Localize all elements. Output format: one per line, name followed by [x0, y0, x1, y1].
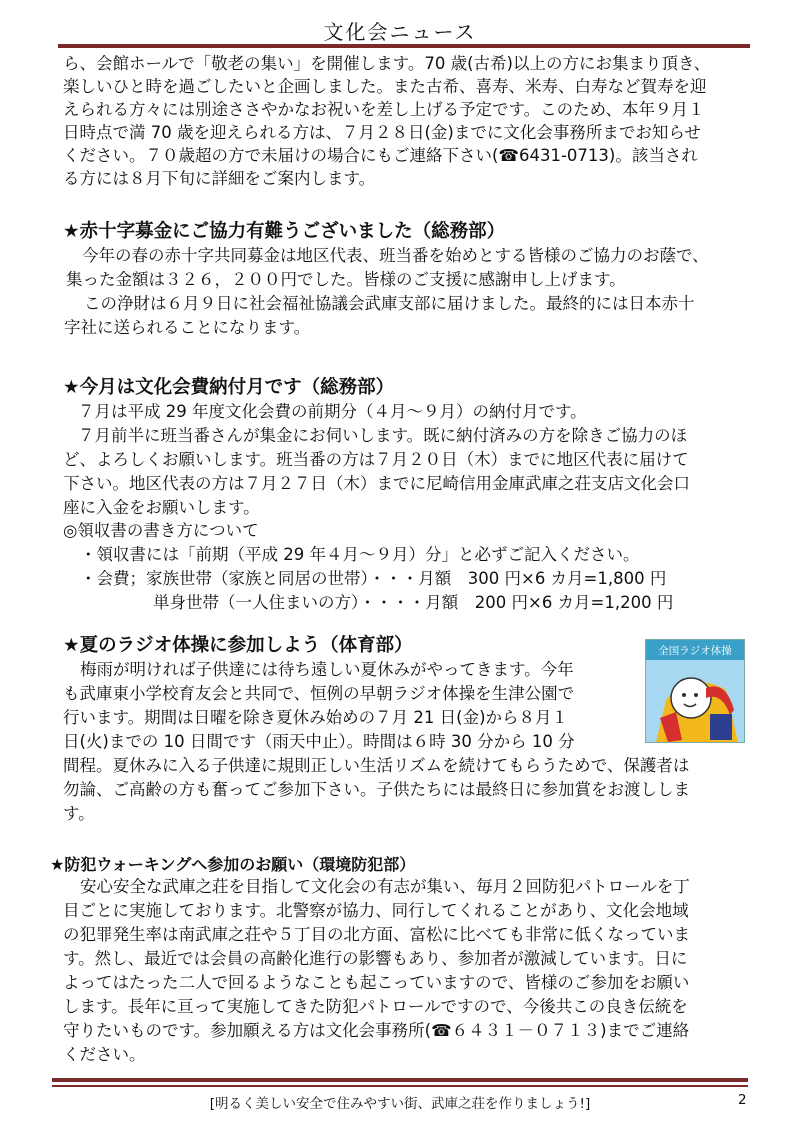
radio-line: 梅雨が明ければ子供達には待ち遠しい夏休みがやってきます。今年 — [80, 660, 574, 679]
footer-slogan: [明るく美しい安全で住みやすい街、武庫之荘を作りましょう!] — [209, 1096, 591, 1112]
radio-image-caption: 全国ラジオ体操 — [658, 645, 732, 657]
patrol-line: ください。 — [63, 1045, 146, 1064]
patrol-line: します。長年に亘って実施してきた防犯パトロールですので、今後共この良き伝統を — [63, 997, 688, 1016]
fee-line: 下さい。地区代表の方は７月２７日（木）までに尼崎信用金庫武庫之荘支店文化会口 — [63, 474, 690, 493]
patrol-heading: ★防犯ウォーキングへ参加のお願い（環境防犯部） — [50, 855, 416, 874]
footer-rule — [52, 1078, 748, 1082]
patrol-line: す。然し、最近では会員の高齢化進行の影響もあり、参加者が激減しています。日に — [63, 949, 688, 968]
fee-line: ど、よろしくお願いします。班当番の方は７月２０日（木）までに地区代表に届けて — [63, 450, 689, 469]
page-header-title: 文化会ニュース — [323, 20, 477, 44]
redcross-line: 字社に送られることになります。 — [64, 318, 311, 337]
redcross-line: 今年の春の赤十字共同募金は地区代表、班当番を始めとする皆様のご協力のお蔭で、 — [82, 246, 709, 265]
redcross-heading: ★赤十字募金にご協力有難うございました（総務部） — [63, 221, 506, 242]
fee-line: 座に入金をお願いします。 — [63, 498, 260, 517]
radio-line: 間程。夏休みに入る子供達に規則正しい生活リズムを続けてもらうためで、保護者は — [63, 756, 690, 775]
intro-line: 楽しいひと時を過ごしたいと企画しました。また古希、喜寿、米寿、白寿など賀寿を迎 — [63, 77, 707, 96]
radio-line: す。 — [63, 804, 95, 823]
radio-line: も武庫東小学校育友会と共同で、恒例の早朝ラジオ体操を生津公園で — [63, 684, 575, 703]
patrol-line: の犯罪発生率は南武庫之荘や５丁目の北方面、富松に比べても非常に低くなっていま — [63, 925, 690, 944]
fee-heading: ★今月は文化会費納付月です（総務部） — [63, 377, 395, 398]
receipt-line: 単身世帯（一人住まいの方）・・・・月額 200 円×6 カ月=1,200 円 — [153, 593, 674, 612]
fee-line: ７月前半に班当番さんが集金にお伺いします。既に納付済みの方を除きご協力のほ — [78, 426, 688, 445]
radio-heading: ★夏のラジオ体操に参加しよう（体育部） — [63, 635, 413, 656]
redcross-line: 集った金額は３２６，２００円でした。皆様のご支援に感謝申し上げます。 — [66, 270, 626, 289]
fee-line: ７月は平成 29 年度文化会費の前期分（４月～９月）の納付月です。 — [78, 402, 587, 421]
radio-exercise-illustration — [645, 639, 745, 743]
radio-line: 行います。期間は日曜を除き夏休み始めの７月 21 日(金)から８月１ — [63, 708, 569, 727]
receipt-title: ◎領収書の書き方について — [63, 521, 259, 540]
radio-line: 日(火)までの 10 日間です（雨天中止）。時間は６時 30 分から 10 分 — [63, 732, 575, 751]
intro-line: ください。７０歳超の方で未届けの場合にもご連絡下さい(☎6431-0713)。該当され — [63, 146, 698, 165]
radio-exercise-illustration-graphic — [646, 640, 744, 742]
redcross-line: この浄財は６月９日に社会福祉協議会武庫支部に届けました。最終的には日本赤十 — [84, 294, 695, 313]
patrol-line: 守りたいものです。参加願える方は文化会事務所(☎６４３１－０７１３)までご連絡 — [63, 1021, 690, 1040]
intro-line: えられる方々には別途ささやかなお祝いを差し上げる予定です。このため、本年９月１ — [63, 100, 705, 119]
patrol-line: 目ごとに実施しております。北警察が協力、同行してくれることがあり、文化会地域 — [63, 901, 689, 920]
receipt-line: ・会費；家族世帯（家族と同居の世帯）・・・月額 300 円×6 カ月=1,800 円 — [80, 569, 667, 588]
intro-line: ら、会館ホールで「敬老の集い」を開催します。70 歳(古希)以上の方にお集まり頂き、 — [63, 54, 711, 73]
header-rule — [58, 44, 750, 48]
patrol-line: 安心安全な武庫之荘を目指して文化会の有志が集い、毎月２回防犯パトロールを丁 — [80, 877, 690, 896]
radio-line: 勿論、ご高齢の方も奮ってご参加下さい。子供たちには最終日に参加賞をお渡ししま — [63, 780, 690, 799]
receipt-line: ・領収書には「前期（平成 29 年４月～９月）分」と必ずご記入ください。 — [80, 545, 640, 564]
intro-line: る方には８月下旬に詳細をご案内します。 — [63, 169, 376, 188]
patrol-line: よってはたった二人で回るようなことも起こっていますので、皆様のご参加をお願い — [63, 973, 690, 992]
intro-line: 日時点で満 70 歳を迎えられる方は、７月２８日(金)までに文化会事務所までお知らせ — [63, 123, 701, 142]
footer-rule-thin — [52, 1085, 748, 1087]
page-number: 2 — [738, 1092, 747, 1108]
